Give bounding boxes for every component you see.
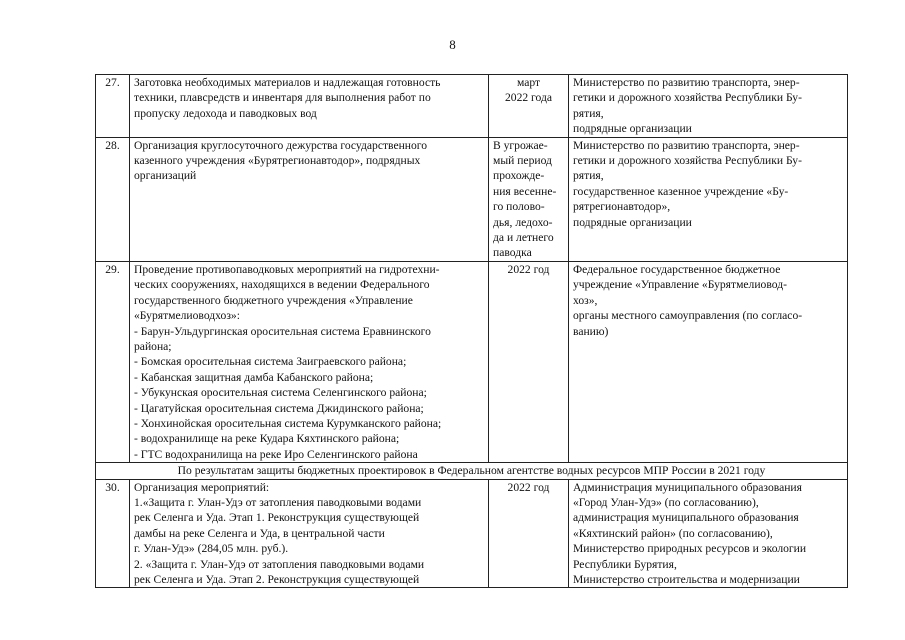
text-line: рек Селенга и Уда. Этап 2. Реконструкция существующей bbox=[134, 573, 420, 586]
text-line: Организация мероприятий: bbox=[134, 480, 270, 494]
text-line: - Бомская оросительная система Заиграевского района; bbox=[134, 355, 407, 369]
section-header-row bbox=[96, 463, 848, 479]
text-line: пропуску ледохода и паводковых вод bbox=[134, 106, 317, 120]
text-line: учреждение «Управление «Бурятмелиовод- bbox=[573, 278, 787, 292]
section-header: По результатам защиты бюджетных проектировок в Федеральном агентстве водных ресурсов МПР России в 2021 году bbox=[96, 463, 848, 479]
text-line: 2. «Защита г. Улан-Удэ от затопления паводковыми водами bbox=[134, 557, 425, 571]
table-row bbox=[96, 479, 848, 588]
date-cell bbox=[489, 75, 569, 138]
text-line: рятия, bbox=[573, 169, 604, 183]
text-line: подрядные организации bbox=[573, 122, 692, 136]
text-line: администрация муниципального образования bbox=[573, 511, 799, 525]
text-line: «Кяхтинский район» (по согласованию), bbox=[573, 526, 773, 540]
text-line: - Убукунская оросительная система Селенгинского района; bbox=[134, 386, 427, 400]
activity-cell bbox=[130, 261, 489, 462]
row-number: 27. bbox=[96, 75, 130, 138]
text-line: паводка bbox=[493, 246, 532, 260]
text-line: Министерство по развитию транспорта, энер- bbox=[573, 138, 800, 152]
responsible-cell bbox=[569, 479, 848, 588]
text-line: «Город Улан-Удэ» (по согласованию), bbox=[573, 495, 759, 509]
text-line: 2022 года bbox=[504, 91, 553, 105]
text-line: Организация круглосуточного дежурства государственного bbox=[134, 138, 428, 152]
text-line: Министерство по развитию транспорта, энер- bbox=[573, 76, 800, 89]
text-line: 1.«Защита г. Улан-Удэ от затопления паводковыми водами bbox=[134, 495, 422, 509]
text-line: дамбы на реке Селенга и Уда, в центральной части bbox=[134, 526, 385, 540]
responsible-cell bbox=[569, 75, 848, 138]
row-number: 30. bbox=[96, 479, 130, 588]
text-line: Республики Бурятия, bbox=[573, 557, 677, 571]
text-line: государственное казенное учреждение «Бу- bbox=[573, 184, 789, 198]
text-line: - Цагатуйская оросительная система Джидинского района; bbox=[134, 401, 424, 415]
text-line: Заготовка необходимых материалов и надлежащая готовность bbox=[134, 76, 441, 89]
text-line: - ГТС водохранилища на реке Иро Селенгинского района bbox=[134, 447, 418, 461]
row-number: 29. bbox=[96, 261, 130, 462]
text-line: хоз», bbox=[573, 293, 598, 307]
text-line: ния весенне- bbox=[493, 184, 557, 198]
text-line: г. Улан-Удэ» (284,05 млн. руб.). bbox=[134, 542, 289, 556]
text-line: прохожде- bbox=[493, 169, 545, 183]
table-row bbox=[96, 261, 848, 462]
text-line: март bbox=[516, 76, 541, 89]
text-line: ческих сооружениях, находящихся в ведении Федерального bbox=[134, 278, 430, 292]
responsible-cell bbox=[569, 137, 848, 261]
text-line: - Хонхинойская оросительная система Курумканского района; bbox=[134, 416, 442, 430]
text-line: органы местного самоуправления (по согласо- bbox=[573, 309, 803, 323]
date-cell bbox=[489, 137, 569, 261]
activities-table bbox=[95, 74, 848, 588]
responsible-cell bbox=[569, 261, 848, 462]
text-line: Министерство строительства и модернизации bbox=[573, 573, 800, 586]
text-line: техники, плавсредств и инвентаря для выполнения работ по bbox=[134, 91, 431, 105]
text-line: рек Селенга и Уда. Этап 1. Реконструкция существующей bbox=[134, 511, 420, 525]
page-number: 8 bbox=[449, 37, 456, 52]
text-line: Проведение противопаводковых мероприятий на гидротехни- bbox=[134, 262, 440, 276]
text-line: Федеральное государственное бюджетное bbox=[573, 262, 781, 276]
text-line: рятрегионавтодор», bbox=[573, 200, 671, 214]
text-line: подрядные организации bbox=[573, 215, 692, 229]
text-line: Министерство природных ресурсов и экологии bbox=[573, 542, 807, 556]
text-line: ванию) bbox=[573, 324, 609, 338]
text-line: В угрожае- bbox=[493, 138, 548, 152]
text-line: го полово- bbox=[493, 200, 545, 214]
text-line: гетики и дорожного хозяйства Республики Бу- bbox=[573, 154, 802, 168]
text-line: - Барун-Ульдургинская оросительная система Еравнинского bbox=[134, 324, 431, 338]
text-line: 2022 год bbox=[507, 480, 550, 494]
text-line: государственного бюджетного учреждения «Управление bbox=[134, 293, 413, 307]
text-line: 2022 год bbox=[507, 262, 550, 276]
activity-cell bbox=[130, 75, 489, 138]
text-line: рятия, bbox=[573, 106, 604, 120]
text-line: дья, ледохо- bbox=[493, 215, 553, 229]
activity-cell bbox=[130, 137, 489, 261]
text-line: мый период bbox=[493, 154, 552, 168]
text-line: - Кабанская защитная дамба Кабанского района; bbox=[134, 370, 374, 384]
text-line: организаций bbox=[134, 169, 197, 183]
table-row bbox=[96, 75, 848, 138]
activity-cell bbox=[130, 479, 489, 588]
text-line: Администрация муниципального образования bbox=[573, 480, 802, 494]
text-line: «Бурятмелиоводхоз»: bbox=[134, 309, 240, 323]
text-line: гетики и дорожного хозяйства Республики Бу- bbox=[573, 91, 802, 105]
text-line: да и летнего bbox=[493, 231, 554, 245]
table-row bbox=[96, 137, 848, 261]
date-cell bbox=[489, 261, 569, 462]
text-line: района; bbox=[134, 339, 172, 353]
text-line: - водохранилище на реке Кудара Кяхтинского района; bbox=[134, 432, 400, 446]
row-number: 28. bbox=[96, 137, 130, 261]
date-cell bbox=[489, 479, 569, 588]
text-line: казенного учреждения «Бурятрегионавтодор», подрядных bbox=[134, 154, 421, 168]
